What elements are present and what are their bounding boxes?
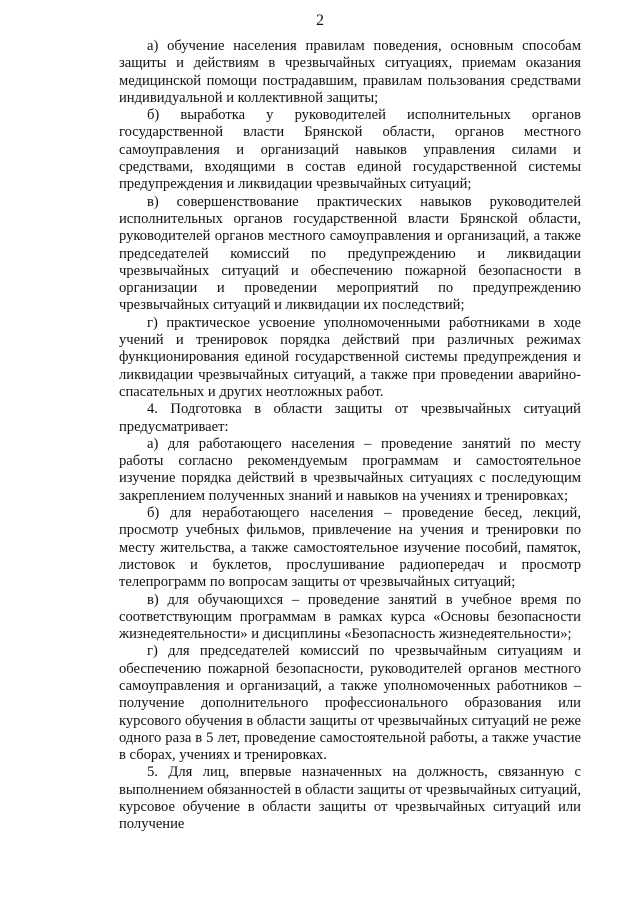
paragraph-4: 4. Подготовка в области защиты от чрезвычайных ситуаций предусматривает: [119,401,581,435]
paragraph-3b: б) выработка у руководителей исполнительных органов государственной власти Брянской области, органов местного самоуправления и организаций навыков управления силами и средствами, входящими в состав единой государственной системы предупреждения и ликвидации чрезвычайных ситуаций; [119,107,581,193]
paragraph-4b: б) для неработающего населения – проведение бесед, лекций, просмотр учебных фильмов, привлечение на учения и тренировки по месту жительства, а также самостоятельное изучение пособий, памяток, листовок и буклетов, прослушивание радиопередач и просмотр телепрограмм по вопросам защиты от чрезвычайных ситуаций; [119,505,581,591]
page-number: 2 [316,12,324,29]
paragraph-4a: а) для работающего населения – проведение занятий по месту работы согласно рекомендуемым программам и самостоятельное изучение порядка действий в чрезвычайных ситуациях с последующим закреплением полученных знаний и навыков на учениях и тренировках; [119,435,581,504]
document-body [119,38,581,834]
paragraph-4v: в) для обучающихся – проведение занятий в учебное время по соответствующим программам в рамках курса «Основы безопасности жизнедеятельности» и дисциплины «Безопасность жизнедеятельности»; [119,591,581,643]
paragraph-3g: г) практическое усвоение уполномоченными работниками в ходе учений и тренировок порядка действий при различных режимах функционирования единой государственной системы предупреждения и ликвидации чрезвычайных ситуаций, а также при проведении аварийно-спасательных и других неотложных работ. [119,314,581,400]
paragraph-4g: г) для председателей комиссий по чрезвычайным ситуациям и обеспечению пожарной безопасности, руководителей органов местного самоуправления и организаций, а также уполномоченных работников – получение дополнительного профессионального образования или курсового обучения в области защиты от чрезвычайных ситуаций не реже одного раза в 5 лет, проведение самостоятельной работы, а также участие в сборах, учениях и тренировках. [119,643,581,764]
paragraph-3a: а) обучение населения правилам поведения, основным способам защиты и действиям в чрезвычайных ситуациях, приемам оказания медицинской помощи пострадавшим, правилам пользования средствами индивидуальной и коллективной защиты; [119,38,581,106]
paragraph-3v: в) совершенствование практических навыков руководителей исполнительных органов государственной власти Брянской области, руководителей органов местного самоуправления и организаций, а также председателей комиссий по предупреждению и ликвидации чрезвычайных ситуаций и обеспечению пожарной безопасности в организации и проведении мероприятий по предупреждению чрезвычайных ситуаций и ликвидации их последствий; [119,193,581,314]
paragraph-5: 5. Для лиц, впервые назначенных на должность, связанную с выполнением обязанностей в области защиты от чрезвычайных ситуаций, курсовое обучение в области защиты от чрезвычайных ситуаций или получение [119,764,581,833]
